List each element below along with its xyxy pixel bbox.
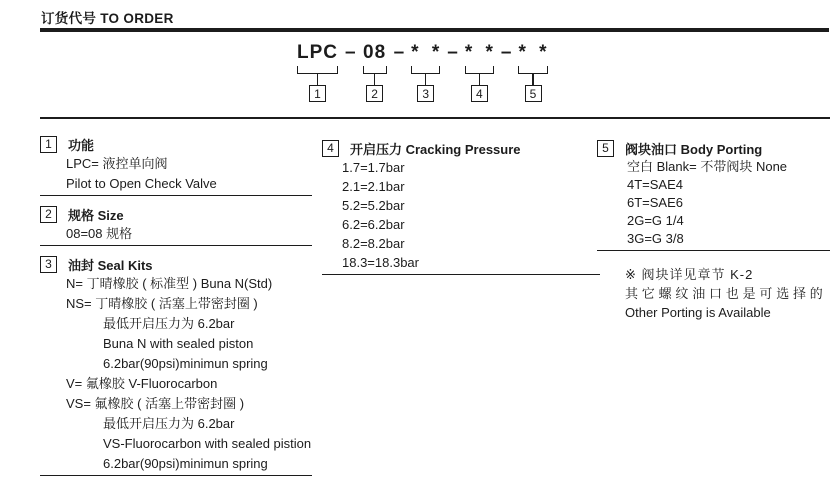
- section-4-option: 2.1=2.1bar: [342, 179, 405, 194]
- section-rule: [40, 245, 312, 246]
- code-group-3: [411, 42, 440, 102]
- bracket: [465, 66, 494, 74]
- section-3-line: VS-Fluorocarbon with sealed pistion: [103, 436, 312, 451]
- section-5-option: 4T=SAE4: [627, 177, 684, 192]
- section-3-line: N= 丁晴橡胶 ( 标准型 ) Buna N(Std): [66, 276, 273, 291]
- section-1-line: Pilot to Open Check Valve: [66, 176, 217, 191]
- section-4-option: 8.2=8.2bar: [342, 236, 405, 251]
- code-dash: –: [447, 42, 458, 63]
- code-number-box-3: 3: [417, 85, 434, 102]
- section-rule: [40, 475, 312, 476]
- code-dash: –: [393, 42, 405, 63]
- section-4-option: 18.3=18.3bar: [342, 255, 419, 270]
- section-5-option: 3G=G 3/8: [627, 231, 684, 246]
- section-rule: [322, 274, 600, 275]
- section-5-option: 2G=G 1/4: [627, 213, 684, 228]
- section-3-line: 最低开启压力为 6.2bar: [103, 316, 235, 331]
- section-4-option: 5.2=5.2bar: [342, 198, 405, 213]
- code-number-box-4: 4: [471, 85, 488, 102]
- section-3-line: 最低开启压力为 6.2bar: [103, 416, 235, 431]
- column-function-size-seal: [40, 130, 312, 476]
- order-code-diagram: [297, 42, 548, 102]
- section-rule: [597, 250, 830, 251]
- section-5-title: 阀块油口 Body Porting: [625, 141, 763, 157]
- section-5-header: [597, 138, 830, 158]
- porting-note: [597, 265, 830, 322]
- section-5-option: 空白 Blank= 不带阀块 None: [627, 159, 788, 174]
- section-1-number-box: 1: [40, 136, 57, 153]
- section-3-title: 油封 Seal Kits: [68, 257, 153, 273]
- section-rule: [40, 195, 312, 196]
- code-number-box-1: 1: [309, 85, 326, 102]
- bracket: [297, 66, 338, 74]
- section-3-line: VS= 氟橡胶 ( 活塞上带密封圈 ): [66, 396, 245, 411]
- bracket-stem: [374, 74, 376, 85]
- section-3-line: V= 氟橡胶 V-Fluorocarbon: [66, 376, 218, 391]
- section-1-line: LPC= 液控单向阀: [66, 156, 168, 171]
- section-4-option: 1.7=1.7bar: [342, 160, 405, 175]
- section-1-title: 功能: [68, 137, 95, 153]
- note-line: ※ 阀块详见章节 K-2: [625, 267, 754, 282]
- section-2-header: [40, 204, 312, 224]
- section-1-header: [40, 134, 312, 154]
- code-group-1: [297, 42, 338, 102]
- bracket-stem: [317, 74, 319, 85]
- section-4-option: 6.2=6.2bar: [342, 217, 405, 232]
- bracket-stem: [425, 74, 427, 85]
- section-2-number-box: 2: [40, 206, 57, 223]
- column-body-porting: [597, 134, 830, 322]
- code-number-box-5: 5: [525, 85, 542, 102]
- code-dash: –: [500, 42, 512, 63]
- code-segment-porting: * *: [518, 42, 548, 63]
- section-5-option: 6T=SAE6: [627, 195, 684, 210]
- section-4-title: 开启压力 Cracking Pressure: [350, 141, 521, 157]
- code-segment-model: LPC: [297, 42, 338, 63]
- code-dash: –: [345, 42, 356, 63]
- code-segment-seal: * *: [411, 42, 441, 63]
- bracket: [518, 66, 547, 74]
- bracket-stem: [479, 74, 481, 85]
- code-group-5: [518, 42, 547, 102]
- section-4-number-box: 4: [322, 140, 339, 157]
- section-2-title: 规格 Size: [68, 207, 124, 223]
- section-3-line: NS= 丁晴橡胶 ( 活塞上带密封圈 ): [66, 296, 258, 311]
- code-section-divider: [40, 117, 830, 119]
- code-group-2: [363, 42, 387, 102]
- code-segment-pressure: * *: [464, 42, 494, 63]
- header-rule: [40, 28, 829, 32]
- section-3-header: [40, 254, 312, 274]
- section-3-line: 6.2bar(90psi)minimun spring: [103, 456, 268, 471]
- section-3-number-box: 3: [40, 256, 57, 273]
- section-4-header: [322, 138, 600, 158]
- section-5-number-box: 5: [597, 140, 614, 157]
- code-group-4: [465, 42, 494, 102]
- note-line: 其它螺纹油口也是可选择的: [625, 286, 827, 301]
- column-cracking-pressure: [322, 134, 600, 275]
- page-title: 订货代号 TO ORDER: [41, 11, 174, 26]
- code-segment-size: 08: [363, 42, 387, 63]
- section-3-line: 6.2bar(90psi)minimun spring: [103, 356, 268, 371]
- section-3-line: Buna N with sealed piston: [103, 336, 254, 351]
- bracket: [363, 66, 387, 74]
- section-2-line: 08=08 规格: [66, 226, 133, 241]
- bracket-stem: [532, 74, 534, 85]
- note-line: Other Porting is Available: [625, 305, 771, 320]
- bracket: [411, 66, 440, 74]
- code-number-box-2: 2: [366, 85, 383, 102]
